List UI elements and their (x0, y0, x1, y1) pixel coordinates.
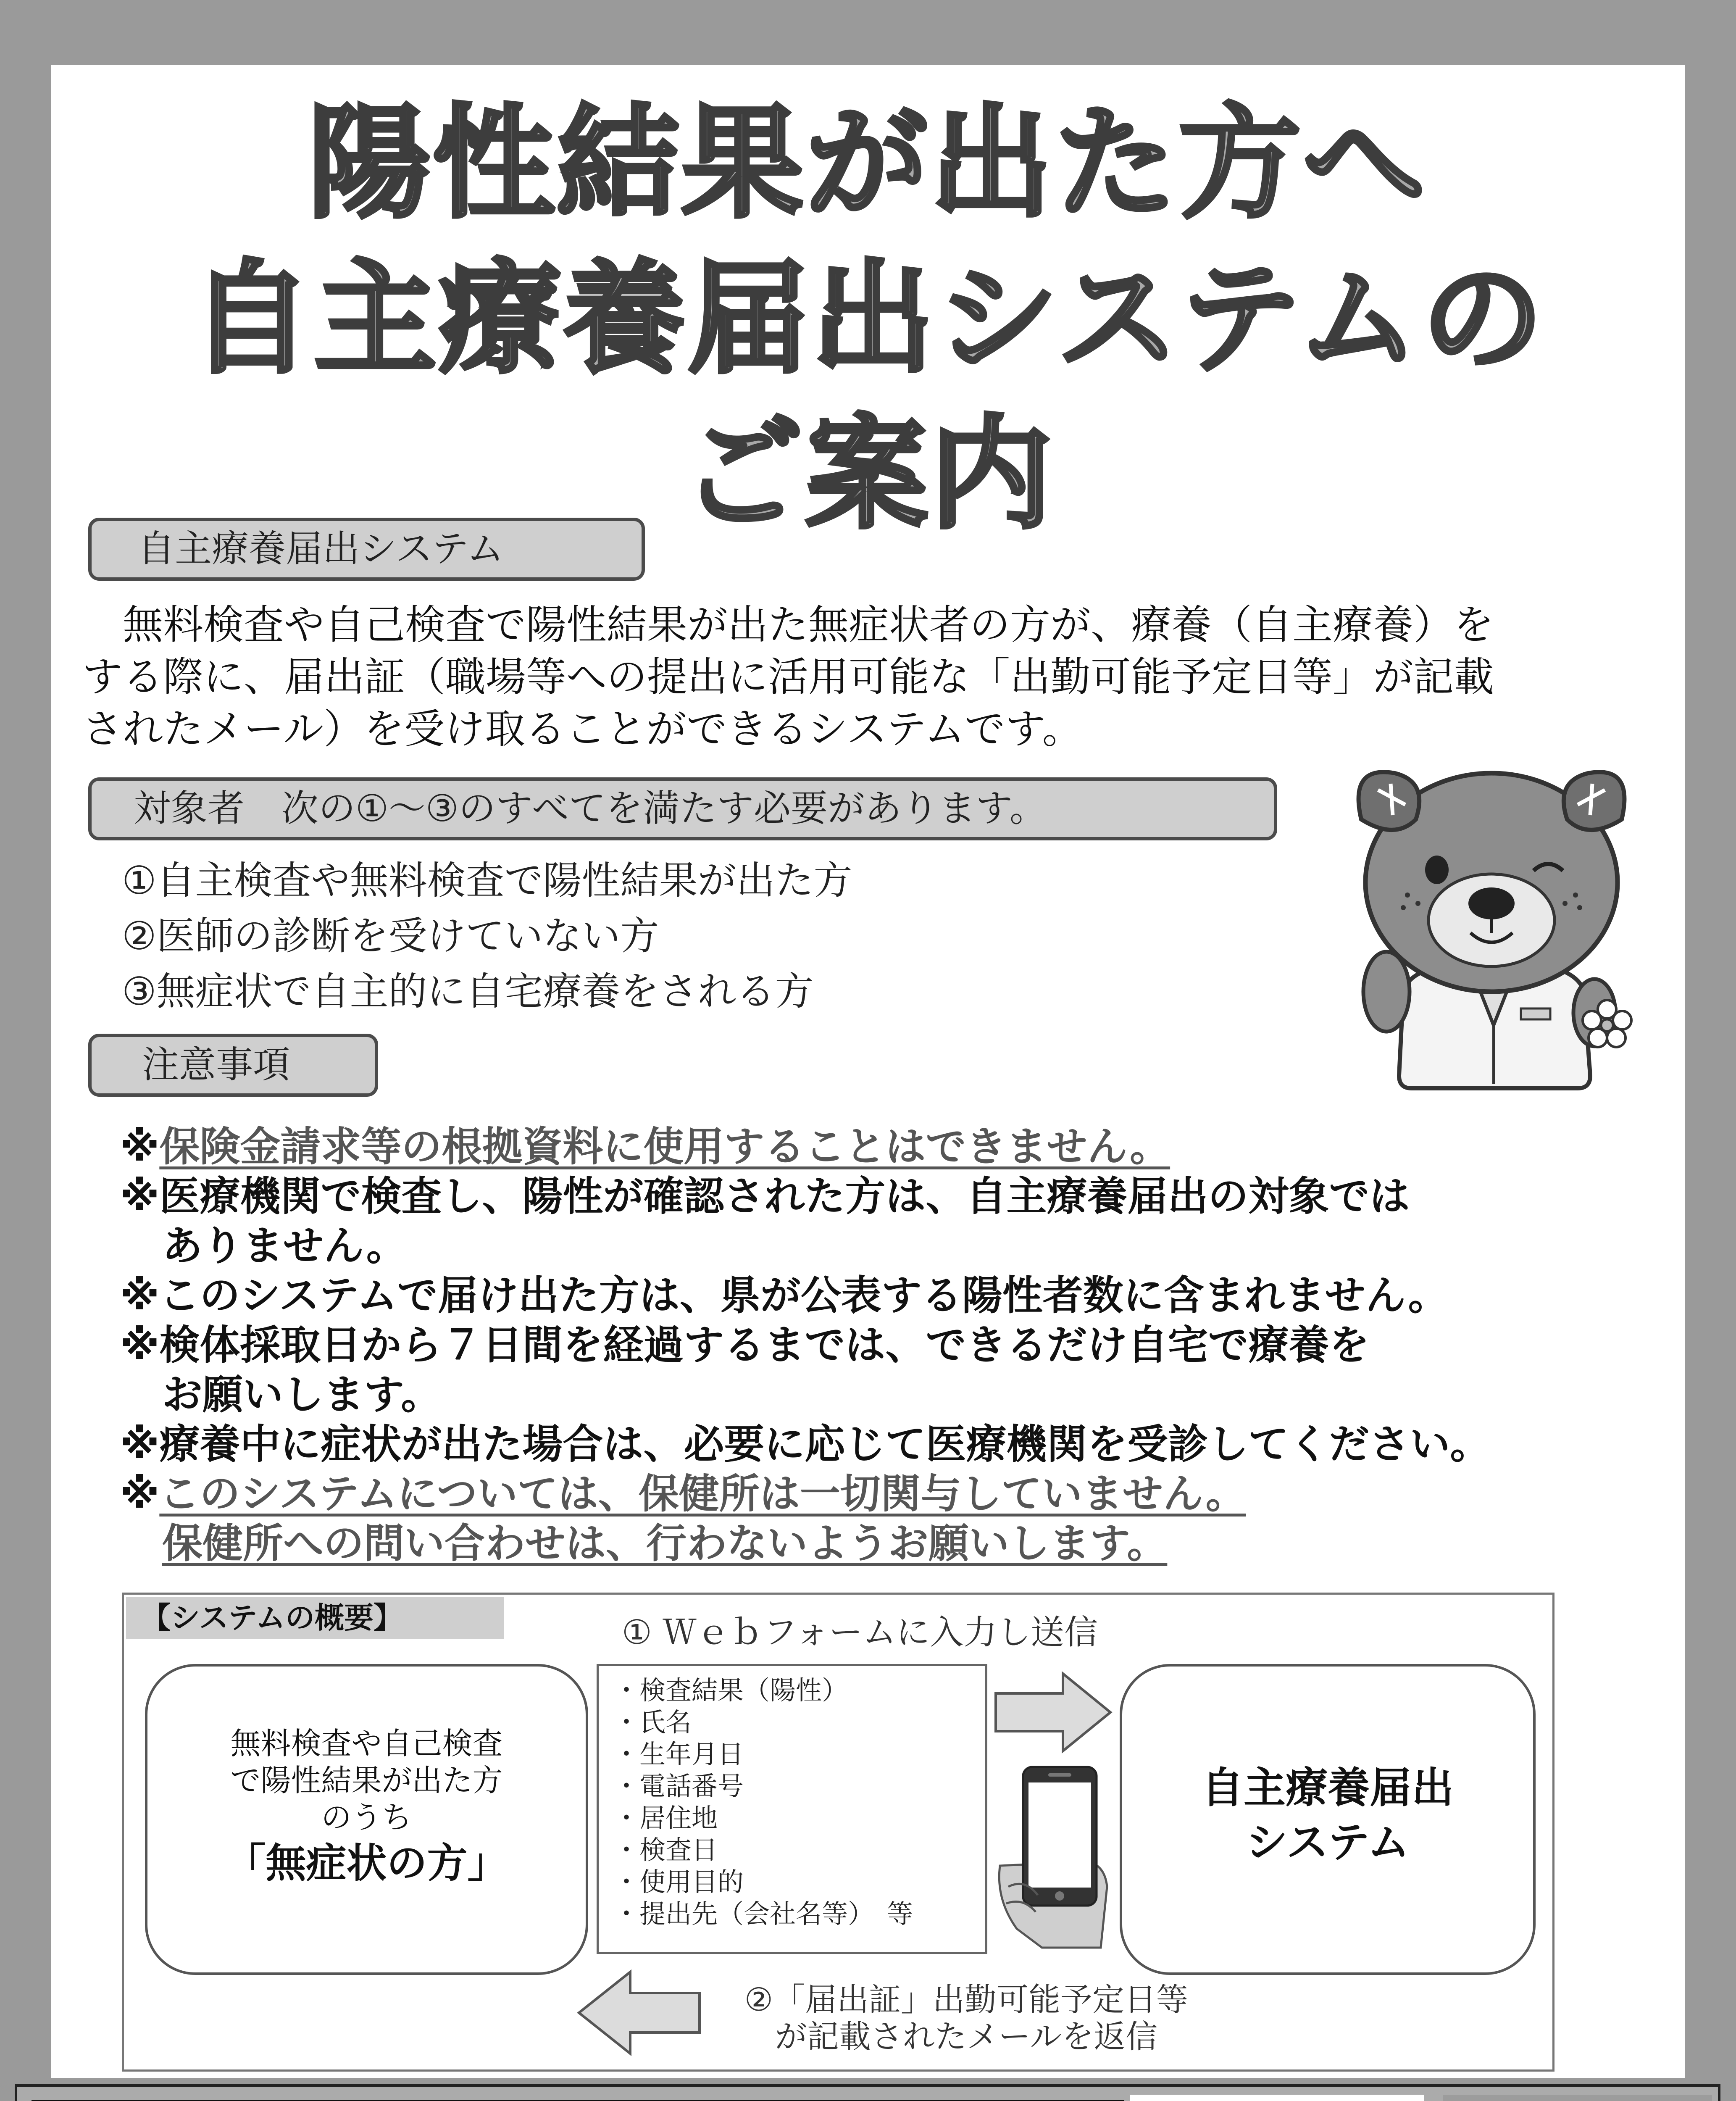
title-line-1: 陽性結果が出た方へ (308, 93, 1428, 234)
system-box-line: 自主療養届出 (1202, 1763, 1454, 1812)
qr-code-icon (1130, 2095, 1424, 2101)
section-label-notes: 注意事項 (88, 1034, 378, 1097)
eligibility-list (122, 853, 1214, 1019)
note-item-continued: お願いします。 (162, 1371, 442, 1418)
user-box-line: のうち (321, 1800, 412, 1835)
form-item: ・居住地 (613, 1803, 718, 1833)
user-box-line: で陽性結果が出た方 (230, 1763, 503, 1798)
note-item (120, 1469, 1696, 1519)
note-item: ※検体採取日から７日間を経過するまでは、できるだけ自宅で療養を (120, 1322, 1370, 1369)
eligibility-item: ③無症状で自主的に自宅療養をされる方 (122, 969, 814, 1014)
user-box-emphasis: 「無症状の方」 (225, 1840, 508, 1887)
description-line: する際に、届出証（職場等への提出に活用可能な「出勤可能予定日等」が記載 (82, 653, 1494, 700)
step2-line: ②「届出証」出勤可能予定日等 (744, 1981, 1189, 2018)
note-item-continued: ありません。 (162, 1222, 407, 1269)
note-text-underlined: 保健所への問い合わせは、行わないようお願いします。 (162, 1520, 1168, 1567)
form-item: ・生年月日 (613, 1739, 744, 1769)
note-item: ※このシステムで届け出た方は、県が公表する陽性者数に含まれません。 (120, 1272, 1449, 1319)
step1-caption: ① Ｗｅｂフォームに入力し送信 (622, 1613, 1098, 1652)
user-box-text (145, 1725, 588, 1890)
note-text-underlined: 保険金請求等の根拠資料に使用することはできません。 (159, 1123, 1170, 1170)
form-item: ・電話番号 (613, 1771, 744, 1801)
form-items-list (613, 1674, 983, 1930)
section-label-system: 自主療養届出システム (88, 518, 645, 581)
description-line: されたメール）を受け取ることができるシステムです。 (82, 706, 1083, 753)
eligibility-item: ①自主検査や無料検査で陽性結果が出た方 (122, 858, 852, 903)
title-line-2: 自主療養届出システムの (190, 248, 1546, 390)
system-box-text (1120, 1761, 1536, 1870)
ehime-logo (1443, 2095, 1712, 2101)
mascot-dog-illustration (1332, 756, 1651, 1093)
note-item-continued (120, 1519, 1696, 1568)
user-box-line: 無料検査や自己検査 (230, 1726, 503, 1761)
smartphone-hand-icon (992, 1761, 1118, 1950)
form-item: ・提出先（会社名等） 等 (613, 1898, 913, 1929)
system-box-line: システム (1246, 1818, 1410, 1867)
note-mark: ※ (120, 1123, 160, 1170)
title-line-3: ご案内 (681, 404, 1055, 545)
description-line: 無料検査や自己検査で陽性結果が出た無症状者の方が、療養（自主療養）を (82, 601, 1494, 648)
note-item: ※医療機関で検査し、陽性が確認された方は、自主療養届出の対象では (120, 1173, 1410, 1220)
note-item (120, 1122, 1696, 1172)
form-item: ・使用目的 (613, 1867, 744, 1897)
form-item: ・検査結果（陽性） (613, 1675, 848, 1706)
form-item: ・検査日 (613, 1835, 718, 1865)
system-description (82, 599, 1662, 755)
form-item: ・氏名 (613, 1707, 692, 1738)
notes-list (120, 1122, 1696, 1568)
step2-caption (672, 1981, 1260, 2055)
note-mark: ※ (120, 1470, 160, 1517)
step2-line: が記載されたメールを返信 (775, 2018, 1158, 2055)
note-text-underlined: このシステムについては、保健所は一切関与していません。 (159, 1470, 1246, 1517)
overview-label: 【システムの概要】 (126, 1597, 504, 1639)
arrow-right-icon (994, 1670, 1113, 1754)
section-label-eligibility: 対象者 次の①～③のすべてを満たす必要があります。 (88, 777, 1277, 840)
qr-code[interactable] (1130, 2095, 1424, 2101)
note-item: ※療養中に症状が出た場合は、必要に応じて医療機関を受診してください。 (120, 1421, 1491, 1468)
eligibility-item: ②医師の診断を受けていない方 (122, 914, 659, 958)
